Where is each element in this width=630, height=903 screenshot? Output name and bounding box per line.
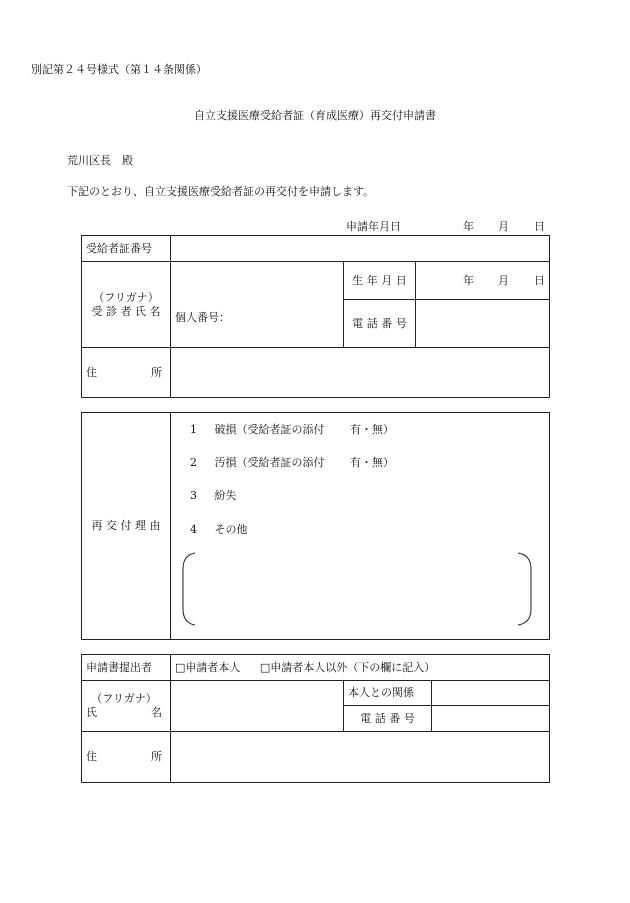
cert-number-field[interactable]	[171, 236, 550, 262]
option-self-checkbox[interactable]: □申請者本人	[175, 660, 241, 674]
birth-day-label: 日	[534, 273, 545, 287]
address-label-cell	[82, 348, 171, 398]
application-date-year: 年	[463, 220, 474, 233]
other-reason-bracket[interactable]	[171, 413, 550, 638]
submitter-name-label-2: 名	[151, 706, 162, 719]
submitter-phone-label: 電 話 番 号	[344, 706, 432, 732]
reason-item[interactable]: 3 紛失	[190, 489, 237, 502]
submitter-name-field[interactable]	[171, 681, 344, 732]
submitter-options	[171, 655, 550, 681]
application-date-month: 月	[498, 220, 509, 233]
submitter-address-field[interactable]	[171, 732, 550, 783]
relation-field[interactable]	[432, 681, 550, 706]
form-id: 別記第２４号様式（第１４条関係）	[31, 63, 207, 76]
birth-year-label: 年	[463, 273, 474, 287]
option-other-checkbox[interactable]: □申請者本人以外（下の欄に記入）	[259, 660, 436, 674]
submitter-address-label-2: 所	[151, 750, 162, 763]
addressee: 荒川区長 殿	[67, 154, 133, 167]
reissue-reason-table	[81, 412, 550, 640]
submitter-name-label-1: 氏	[86, 706, 97, 719]
birth-month-label: 月	[498, 273, 509, 287]
my-number-label: 個人番号：	[175, 310, 230, 324]
submitter-phone-field[interactable]	[432, 706, 550, 732]
reissue-reason-cell	[171, 413, 550, 640]
application-date-label: 申請年月日	[346, 220, 401, 233]
submitter-furigana-label: （フリガナ）	[91, 692, 157, 705]
form-title: 自立支援医療受給者証（育成医療）再交付申請書	[194, 109, 436, 122]
patient-name-field[interactable]	[171, 262, 344, 348]
submitter-name-label-cell	[82, 681, 171, 732]
address-field[interactable]	[171, 348, 550, 398]
cert-number-label: 受給者証番号	[82, 236, 171, 262]
patient-name-label: 受 診 者 氏 名	[91, 304, 161, 318]
intro-text: 下記のとおり、自立支援医療受給者証の再交付を申請します。	[67, 185, 375, 198]
submitter-address-label-cell	[82, 732, 171, 783]
phone-field[interactable]	[416, 300, 550, 348]
reason-item[interactable]: 4 その他	[190, 523, 248, 536]
relation-label: 本人との関係	[344, 681, 432, 706]
reissue-reason-label: 再 交 付 理 由	[82, 413, 171, 640]
reason-item[interactable]: 2 汚損（受給者証の添付 有・無）	[190, 456, 394, 469]
submitter-label: 申請書提出者	[82, 655, 171, 681]
submitter-address-label-1: 住	[86, 750, 97, 763]
submitter-table	[81, 654, 550, 783]
recipient-info-table	[81, 235, 550, 398]
birth-date-label: 生 年 月 日	[344, 262, 416, 300]
patient-name-label-cell	[82, 262, 171, 348]
furigana-label: （フリガナ）	[93, 290, 159, 304]
application-date-day: 日	[534, 220, 545, 233]
address-label-1: 住	[86, 365, 97, 379]
address-label-2: 所	[151, 365, 162, 379]
reason-item[interactable]: 1 破損（受給者証の添付 有・無）	[190, 423, 394, 436]
phone-label: 電 話 番 号	[344, 300, 416, 348]
birth-date-field[interactable]	[416, 262, 550, 300]
